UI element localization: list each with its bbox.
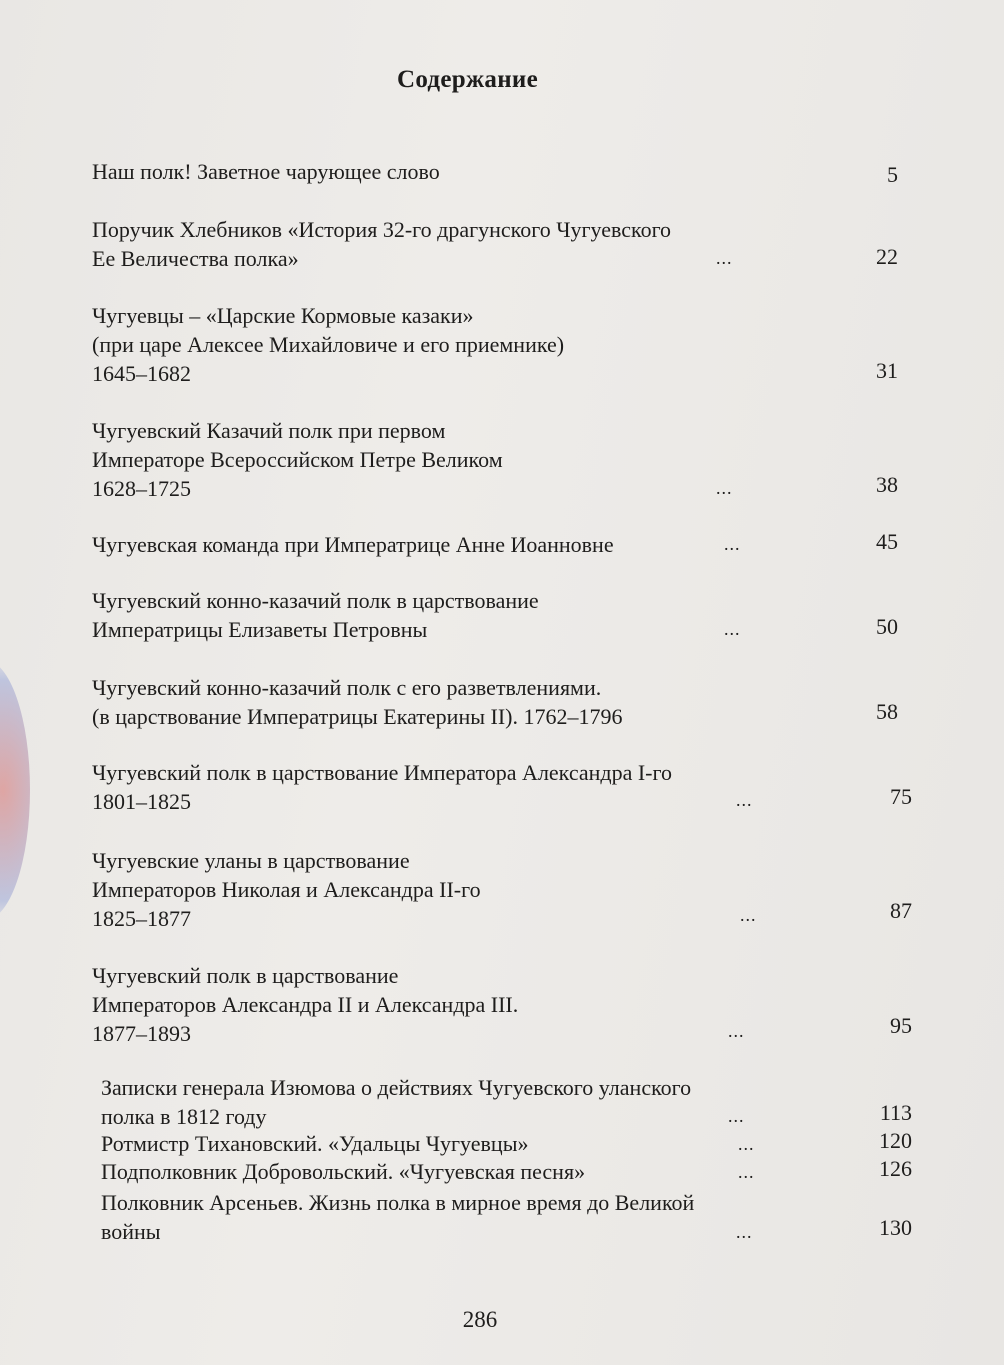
toc-entry-line: Чугуевские уланы в царствование (92, 848, 410, 873)
toc-entry-line: Чугуевский конно-казачий полк с его разветвлениями. (92, 675, 602, 700)
toc-entry-line: Чугуевский полк в царствование (92, 963, 399, 988)
toc-entry-title (92, 586, 912, 644)
toc-entry-title (101, 1073, 921, 1131)
toc-entry-line: Чугуевский конно-казачий полк в царствование (92, 588, 539, 613)
toc-entry-title (92, 157, 912, 186)
toc-page-number: 31 (876, 358, 898, 383)
toc-entry-line: войны (101, 1219, 161, 1244)
toc-page-number: 130 (879, 1215, 912, 1240)
toc-entry-line: Подполковник Добровольский. «Чугуевская песня» (101, 1159, 586, 1184)
toc-page-number: 50 (876, 614, 898, 639)
toc-entry-title (101, 1129, 921, 1158)
toc-entry-title (92, 301, 912, 388)
toc-page-number: 126 (879, 1156, 912, 1181)
toc-page-number: 22 (876, 244, 898, 269)
toc-leader-dots: ... (740, 905, 757, 925)
toc-entry (92, 586, 912, 644)
toc-page-number: 95 (890, 1013, 912, 1038)
toc-entry (101, 1188, 921, 1246)
toc-entry (101, 1157, 921, 1186)
toc-entry-line: (при царе Алексее Михайловиче и его приемнике) (92, 332, 565, 357)
toc-entry (92, 215, 912, 273)
toc-leader-dots: ... (724, 534, 741, 554)
toc-entry-line: (в царствование Императрицы Екатерины II). 1762–1796 (92, 704, 623, 729)
toc-entry (92, 530, 912, 559)
toc-entry-line: Чугуевский полк в царствование Императора Александра I-го (92, 760, 672, 785)
toc-entry-title (101, 1157, 921, 1186)
toc-entry-line: 1825–1877 (92, 906, 191, 931)
toc-entry-title (92, 961, 912, 1048)
toc-entry-line: Поручик Хлебников «История 32-го драгунского Чугуевского (92, 217, 672, 242)
toc-entry (101, 1073, 921, 1131)
toc-entry-line: Императоров Николая и Александра II-го (92, 877, 481, 902)
toc-entry-line: Ротмистр Тихановский. «Удальцы Чугуевцы» (101, 1131, 529, 1156)
toc-entry (92, 961, 912, 1048)
toc-entry-title (92, 416, 912, 503)
toc-page-number: 75 (890, 784, 912, 809)
toc-page-number: 113 (879, 1100, 912, 1125)
toc-entry-line: 1645–1682 (92, 361, 191, 386)
toc-leader-dots: ... (716, 478, 733, 498)
toc-entry-title (92, 530, 912, 559)
toc-leader-dots: ... (738, 1134, 755, 1154)
toc-entry-line: Записки генерала Изюмова о действиях Чугуевского уланского (101, 1075, 692, 1100)
toc-page-number: 45 (876, 529, 898, 554)
toc-entry-line: Полковник Арсеньев. Жизнь полка в мирное время до Великой (101, 1190, 695, 1215)
toc-page-number: 58 (876, 699, 898, 724)
toc-leader-dots: ... (736, 1222, 753, 1242)
toc-entry-line: Чугуевская команда при Императрице Анне Иоанновне (92, 532, 614, 557)
toc-entry (92, 301, 912, 388)
toc-page-number: 5 (887, 162, 898, 187)
toc-entry (92, 157, 912, 186)
page-number: 286 (462, 1307, 498, 1332)
toc-entry-title (92, 215, 912, 273)
toc-page-number: 87 (890, 898, 912, 923)
toc-page-number: 38 (876, 472, 898, 497)
toc-entry-title (101, 1188, 921, 1246)
toc-entry (92, 758, 912, 816)
page-title: Содержание (396, 66, 538, 93)
toc-entry-line: Императоре Всероссийском Петре Великом (92, 447, 503, 472)
toc-leader-dots: ... (736, 790, 753, 810)
toc-leader-dots: ... (738, 1162, 755, 1182)
toc-entry-line: 1877–1893 (92, 1021, 191, 1046)
toc-entry-line: Чугуевцы – «Царские Кормовые казаки» (92, 303, 474, 328)
toc-entry-line: Наш полк! Заветное чарующее слово (92, 159, 440, 184)
toc-page-number: 120 (879, 1128, 912, 1153)
toc-entry-line: 1628–1725 (92, 476, 191, 501)
toc-entry (101, 1129, 921, 1158)
toc-entry-title (92, 846, 912, 933)
toc-entry-line: 1801–1825 (92, 789, 191, 814)
toc-leader-dots: ... (728, 1021, 745, 1041)
color-reflection (0, 660, 30, 920)
toc-entry-line: полка в 1812 году (101, 1104, 267, 1129)
toc-entry-line: Императоров Александра II и Александра III. (92, 992, 519, 1017)
toc-entry (92, 416, 912, 503)
toc-entry (92, 673, 912, 731)
toc-leader-dots: ... (724, 619, 741, 639)
toc-entry (92, 846, 912, 933)
toc-entry-line: Ее Величества полка» (92, 246, 299, 271)
toc-entry-title (92, 673, 912, 731)
toc-entry-line: Императрицы Елизаветы Петровны (92, 617, 428, 642)
toc-entry-title (92, 758, 912, 816)
toc-leader-dots: ... (728, 1106, 745, 1126)
toc-entry-line: Чугуевский Казачий полк при первом (92, 418, 446, 443)
toc-leader-dots: ... (716, 248, 733, 268)
